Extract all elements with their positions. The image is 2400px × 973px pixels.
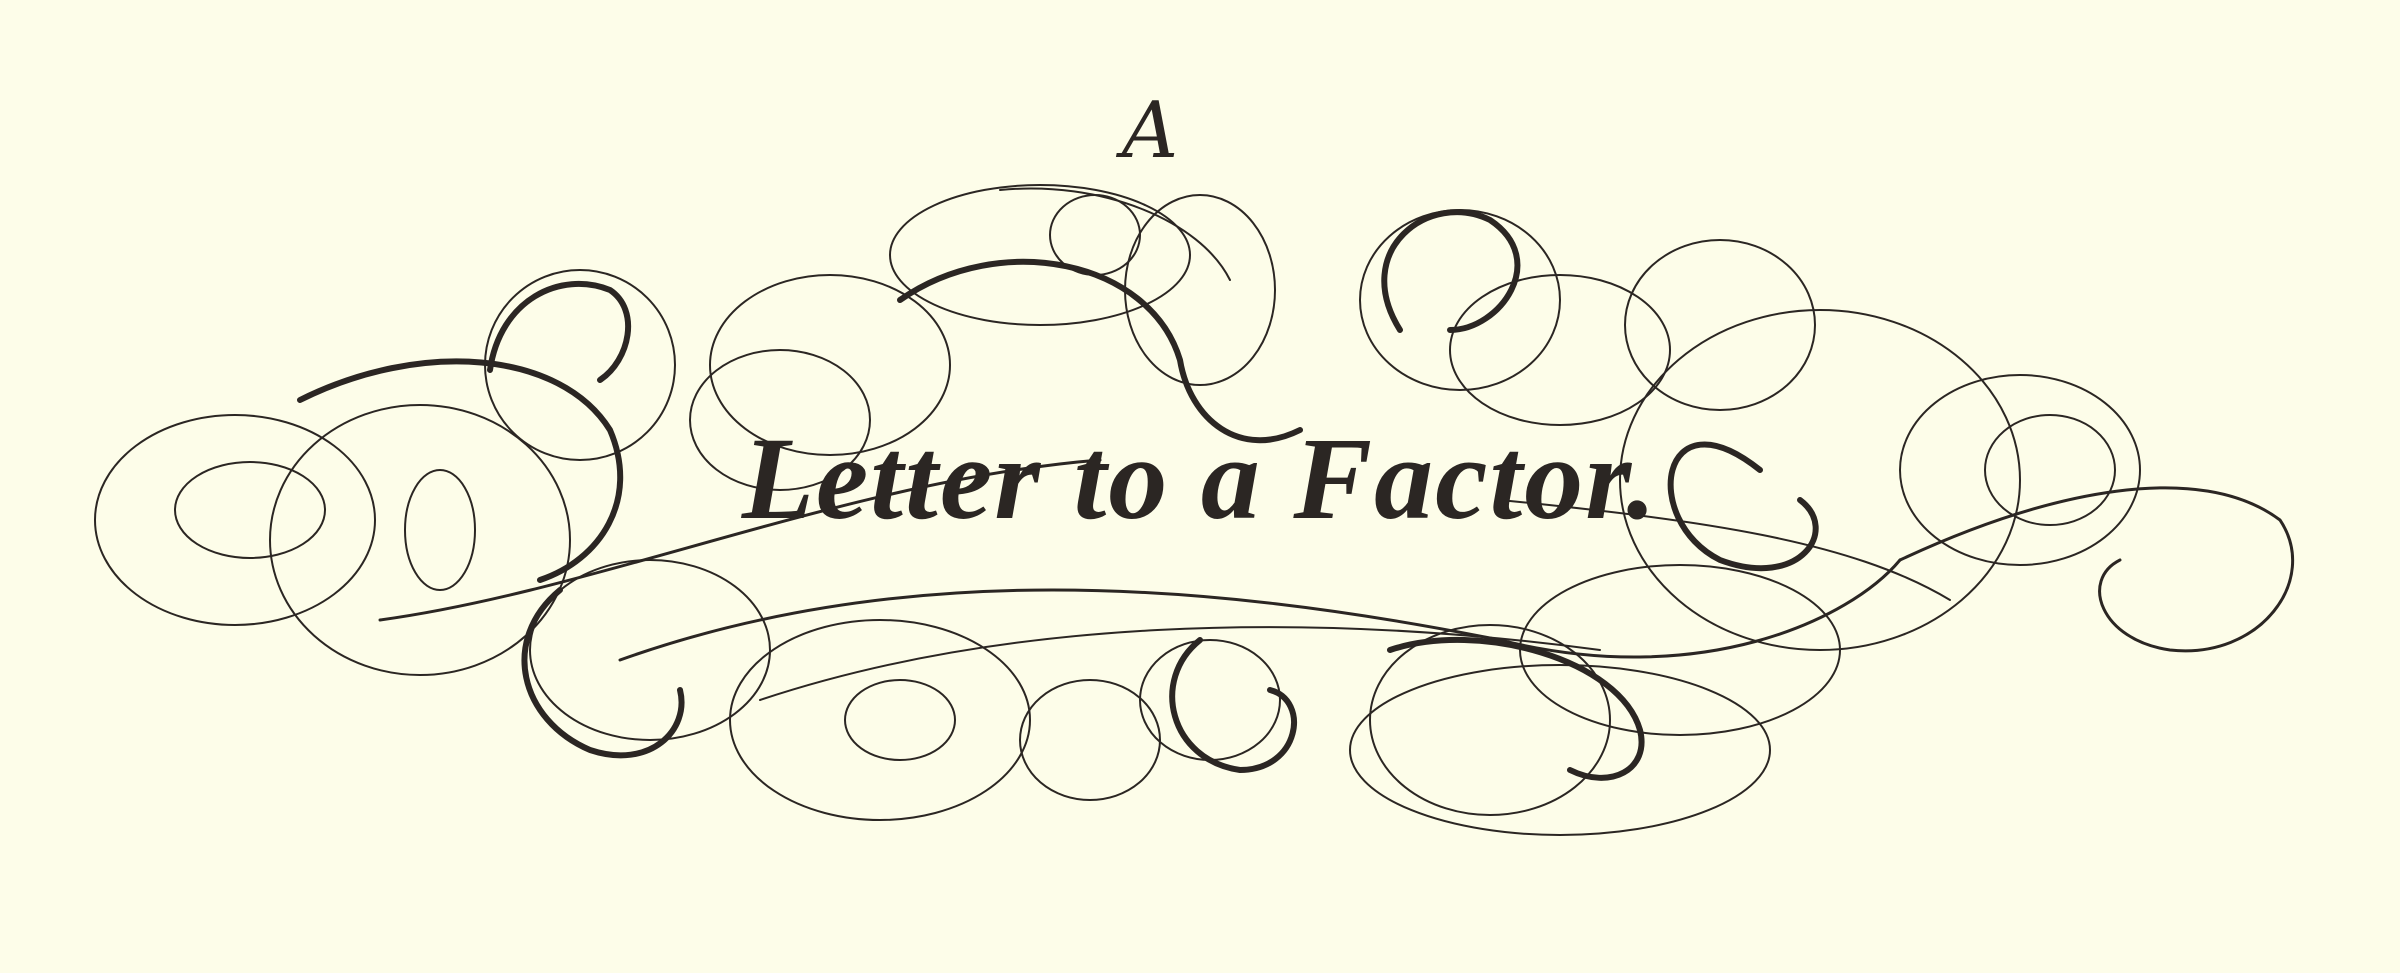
- flourish-stroke: [524, 590, 681, 755]
- flourish-loop: [270, 405, 570, 675]
- flourish-stroke: [1000, 188, 1230, 280]
- flourish-stroke: [1172, 640, 1294, 770]
- flourish-loop: [1020, 680, 1160, 800]
- flourish-loop: [845, 680, 955, 760]
- flourish-loop: [1140, 640, 1280, 760]
- flourish-loop: [1350, 665, 1770, 835]
- flourish-loop: [95, 415, 375, 625]
- flourish-loop: [1520, 565, 1840, 735]
- flourish-stroke: [620, 560, 1900, 660]
- flourish-loop: [405, 470, 475, 590]
- flourish-loop: [1985, 415, 2115, 525]
- flourish-stroke: [1900, 488, 2293, 651]
- flourish-loop: [1050, 195, 1140, 275]
- flourish-loop: [730, 620, 1030, 820]
- flourish-stroke: [1390, 640, 1642, 778]
- flourish-stroke: [300, 361, 620, 580]
- flourish-loop: [890, 185, 1190, 325]
- main-title: Letter to a Factor.: [741, 413, 1659, 544]
- flourish-loop: [1360, 210, 1560, 390]
- flourish-loop: [175, 462, 325, 558]
- flourish-loop: [1125, 195, 1275, 385]
- flourish-stroke: [1384, 212, 1517, 330]
- title-article: A: [1121, 86, 1179, 176]
